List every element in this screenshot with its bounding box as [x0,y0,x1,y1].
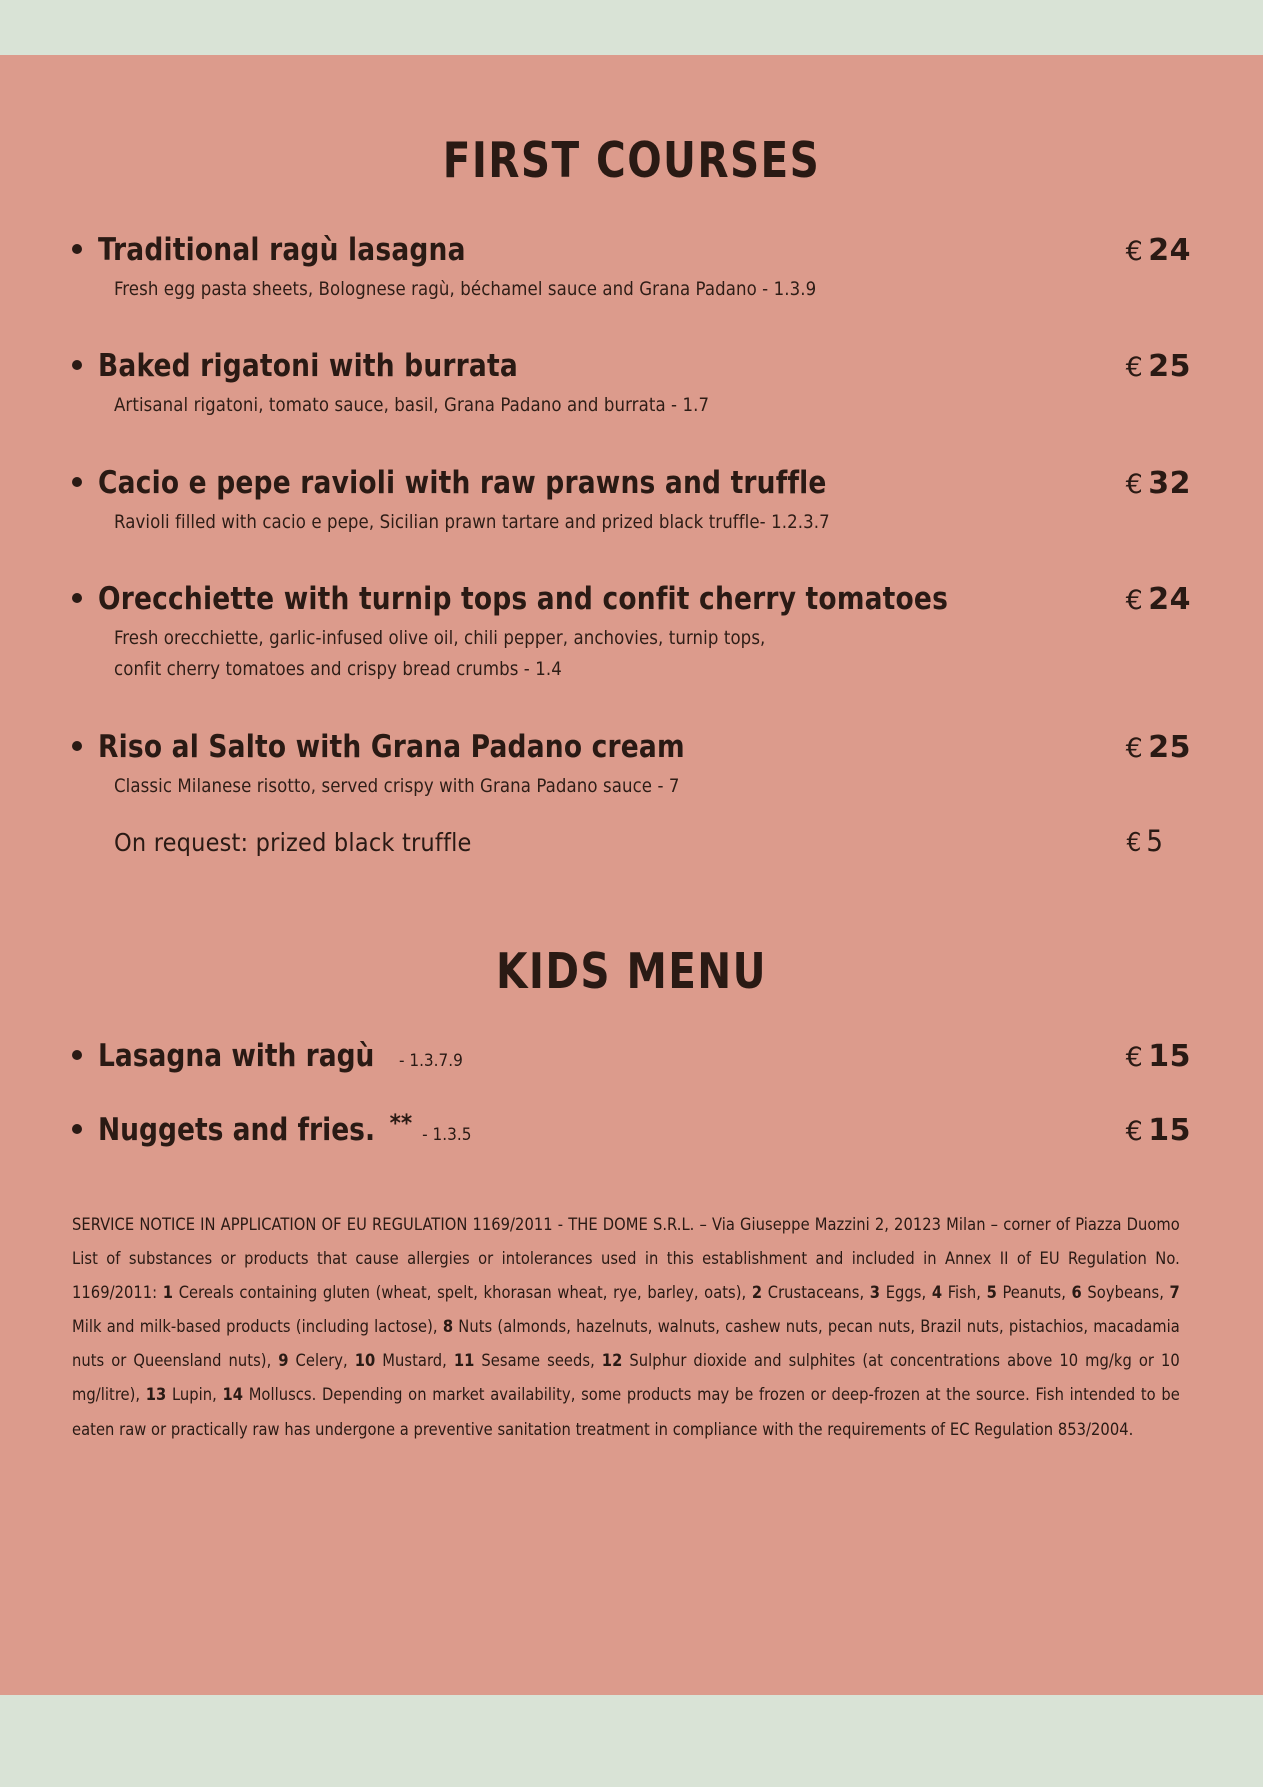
dish-description: Fresh orecchiette, garlic-infused olive oil, chili pepper, anchovies, turnip tops, [114,626,766,649]
allergen-number: 2 [751,1283,763,1302]
dish-header [72,349,1191,384]
kids-dish-stars: ** [389,1108,413,1137]
dish-price [1102,233,1191,268]
allergen-number: 5 [986,1283,997,1302]
page-title-kids-menu: KIDS MENU [496,942,767,1000]
dish-description: Artisanal rigatoni, tomato sauce, basil, Grana Padano and burrata - 1.7 [114,394,710,417]
dish-description: Classic Milanese risotto, served crispy with Grana Padano sauce - 7 [114,774,680,797]
bullet-icon [72,593,82,603]
dish-header [72,466,1191,501]
price-value: 32 [1148,465,1191,501]
dish-name-wrap [72,464,1102,501]
kids-dish-name: Lasagna with ragù [98,1037,375,1074]
bullet-icon [72,244,82,254]
allergen-number: 4 [931,1283,943,1302]
dish-price [1102,349,1191,384]
bullet-icon [72,1124,82,1134]
bullet-icon [72,360,82,370]
dish-price [1102,582,1191,617]
dish-name: Baked rigatoni with burrata [98,348,518,385]
dish-description-line2: confit cherry tomatoes and crispy bread crumbs - 1.4 [114,658,562,681]
allergen-number: 3 [869,1283,881,1302]
price-value: 25 [1148,729,1191,765]
menu-item [72,466,1191,538]
currency-symbol: € [1125,732,1144,764]
currency-symbol: € [1126,827,1142,858]
dish-name-wrap [72,580,1102,617]
kids-dish-price [1102,1039,1191,1074]
dish-name: Cacio e pepe ravioli with raw prawns and truffle [98,464,827,501]
price-value: 15 [1148,1038,1191,1074]
price-value: 24 [1148,581,1191,617]
currency-symbol: € [1125,468,1144,500]
currency-symbol: € [1125,584,1144,616]
dish-name-wrap [72,728,1102,765]
kids-dish-allergens: - 1.3.5 [422,1124,472,1145]
allergen-number: 1 [162,1283,174,1302]
currency-symbol: € [1125,352,1144,384]
dish-price [1102,466,1191,501]
dish-name-wrap [72,231,1102,268]
currency-symbol: € [1125,1041,1144,1073]
dish-addon-row [114,824,1191,858]
dish-name: Traditional ragù lasagna [98,231,466,268]
dish-name: Riso al Salto with Grana Padano cream [98,728,685,765]
kids-menu-item [72,1038,1191,1074]
dish-description: Ravioli filled with cacio e pepe, Sicilian prawn tartare and prized black truffle- 1.2.3.7 [114,510,830,533]
allergen-number: 10 [354,1351,376,1371]
price-value: 15 [1148,1112,1191,1148]
currency-symbol: € [1125,1115,1144,1147]
dish-header [72,730,1191,765]
menu-item [72,730,1191,858]
currency-symbol: € [1125,235,1144,267]
dish-name: Orecchiette with turnip tops and confit cherry tomatoes [98,580,949,617]
price-value: 5 [1146,823,1163,858]
price-value: 24 [1148,232,1191,268]
menu-panel [0,55,1263,1695]
dish-price [1102,730,1191,765]
allergen-number: 12 [601,1351,623,1371]
price-value: 25 [1148,349,1191,385]
allergen-number: 8 [442,1317,454,1337]
dish-header [72,233,1191,268]
bullet-icon [72,741,82,751]
kids-menu-list [72,1038,1191,1148]
allergen-number: 7 [1169,1283,1180,1302]
kids-dish-price [1102,1113,1191,1148]
allergen-number: 9 [278,1351,289,1371]
dish-description: Fresh egg pasta sheets, Bolognese ragù, béchamel sauce and Grana Padano - 1.3.9 [114,277,817,300]
menu-item [72,349,1191,421]
addon-label: On request: prized black truffle [114,827,472,857]
first-courses-list [72,233,1191,858]
allergen-number: 11 [453,1351,475,1371]
menu-item [72,582,1191,686]
bullet-icon [72,1050,82,1060]
allergen-number: 13 [145,1385,167,1405]
allergen-number: 6 [1071,1283,1082,1302]
addon-price [1127,824,1192,858]
allergen-number: 14 [222,1385,244,1405]
dish-header [72,582,1191,617]
dish-name-wrap [72,350,1102,383]
allergen-legal-notice: SERVICE NOTICE IN APPLICATION OF EU REGULATION 1169/2011 - THE DOME S.R.L. – Via Giuseppe Mazzini 2, 20123 Milan – corner of Piazza Duomo List of substances or products that cause allergies or intolerances used in this establishment and included in Annex II of EU Regulation No. 1169/2011: 1 Cereals containing gluten (wheat, spelt, khorasan wheat, rye, barley, oats), 2 Crustaceans, 3 Eggs, 4 Fish, 5 Peanuts, 6 Soybeans, 7 Milk and milk-based products (including lactose), 8 Nuts (almonds, hazelnuts, walnuts, cashew nuts, pecan nuts, Brazil nuts, pistachios, macadamia nuts or Queensland nuts), 9 Celery, 10 Mustard, 11 Sesame seeds, 12 Sulphur dioxide and sulphites (at concentrations above 10 mg/kg or 10 mg/litre), 13 Lupin, 14 Molluscs. Depending on market availability, some products may be frozen or deep-frozen at the source. Fish intended to be eaten raw or practically raw has undergone a preventive sanitation treatment in compliance with the requirements of EC Regulation 853/2004. [72,1214,1180,1439]
page-title-first-courses: FIRST COURSES [442,131,821,189]
menu-item [72,233,1191,305]
bullet-icon [72,477,82,487]
kids-name-wrap [72,1108,472,1148]
kids-dish-allergens: - 1.3.7.9 [398,1050,463,1071]
kids-name-wrap [72,1038,463,1074]
kids-menu-item [72,1108,1191,1148]
kids-dish-name: Nuggets and fries. [98,1111,376,1148]
